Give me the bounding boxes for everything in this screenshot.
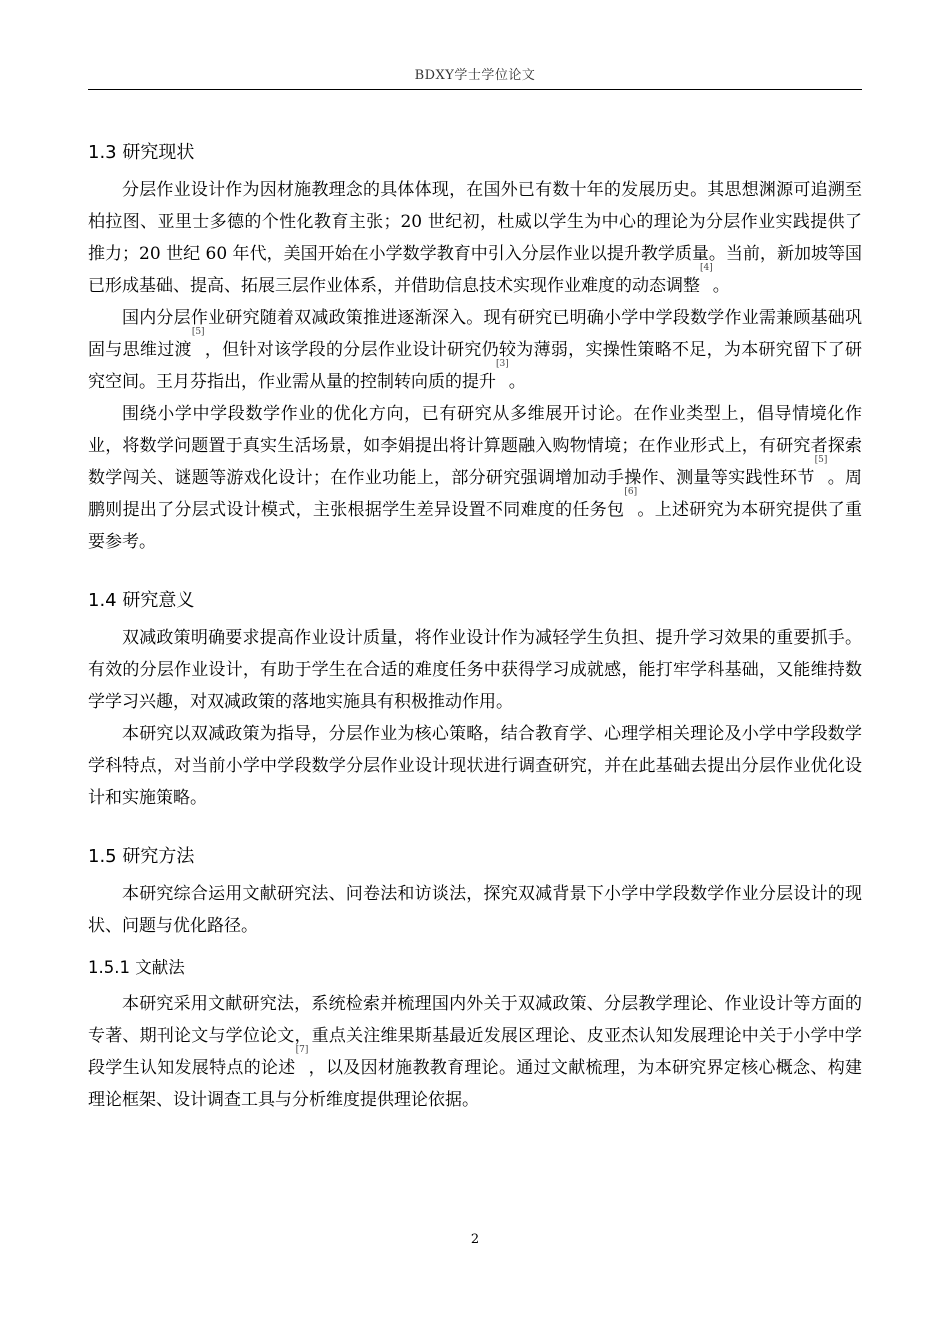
subsection-heading-1-5-1: 1.5.1 文献法 bbox=[88, 958, 185, 977]
paragraph-text: 。 bbox=[712, 276, 730, 296]
section-heading-1-3: 1.3 研究现状 bbox=[88, 142, 195, 163]
paragraph bbox=[88, 398, 862, 558]
citation: [3] bbox=[496, 359, 509, 369]
citation: [5] bbox=[191, 327, 205, 337]
page-content bbox=[88, 140, 862, 1116]
paragraph-text: 分层作业设计作为因材施教理念的具体体现，在国外已有数十年的发展历史。其思想渊源可追溯至柏拉图、亚里士多德的个性化教育主张；20 世纪初，杜威以学生为中心的理论为分层作业实践提供了推力；20 世纪 60 年代，美国开始在小学数学教育中引入分层作业以提升教学质量。当前，新加坡等国已形成基础、提高、拓展三层作业体系，并借助信息技术实现作业难度的动态调整 bbox=[88, 180, 862, 296]
citation: [7] bbox=[295, 1045, 309, 1055]
paragraph-text: 。周鹏则提出了分层式设计模式，主张根据学生差异设置不同难度的任务包 bbox=[88, 468, 863, 520]
paragraph bbox=[88, 988, 862, 1116]
paragraph-text: 。 bbox=[508, 372, 526, 392]
citation: [5] bbox=[814, 455, 828, 465]
paragraph-text: ，以及因材施教教育理论。通过文献梳理，为本研究界定核心概念、构建理论框架、设计调查工具与分析维度提供理论依据。 bbox=[88, 1058, 863, 1110]
paragraph-text: ，但针对该学段的分层作业设计研究仍较为薄弱，实操性策略不足，为本研究留下了研究空间。王月芬指出，作业需从量的控制转向质的提升 bbox=[88, 340, 863, 392]
citation: [6] bbox=[624, 487, 638, 497]
paragraph bbox=[88, 302, 862, 398]
running-header: BDXY学士学位论文 bbox=[414, 68, 536, 83]
paragraph-text: 。上述研究为本研究提供了重要参考。 bbox=[88, 500, 863, 552]
section-heading-1-5: 1.5 研究方法 bbox=[88, 846, 195, 867]
paragraph: 双减政策明确要求提高作业设计质量，将作业设计作为减轻学生负担、提升学习效果的重要抓手。有效的分层作业设计，有助于学生在合适的难度任务中获得学习成就感，能打牢学科基础，又能维持数学学习兴趣，对双减政策的落地实施具有积极推动作用。 bbox=[88, 628, 862, 712]
paragraph: 本研究综合运用文献研究法、问卷法和访谈法，探究双减背景下小学中学段数学作业分层设计的现状、问题与优化路径。 bbox=[88, 884, 862, 936]
paragraph: 本研究以双减政策为指导，分层作业为核心策略，结合教育学、心理学相关理论及小学中学段数学学科特点，对当前小学中学段数学分层作业设计现状进行调查研究，并在此基础去提出分层作业优化设计和实施策略。 bbox=[88, 724, 862, 808]
paragraph-text: 围绕小学中学段数学作业的优化方向，已有研究从多维展开讨论。在作业类型上，倡导情境化作业，将数学问题置于真实生活场景，如李娟提出将计算题融入购物情境；在作业形式上，有研究者探索数学闯关、谜题等游戏化设计；在作业功能上，部分研究强调增加动手操作、测量等实践性环节 bbox=[88, 404, 862, 488]
paragraph bbox=[88, 174, 862, 302]
paragraph-text: 国内分层作业研究随着双减政策推进逐渐深入。现有研究已明确小学中学段数学作业需兼顾基础巩固与思维过渡 bbox=[88, 308, 862, 360]
section-heading-1-4: 1.4 研究意义 bbox=[88, 590, 195, 611]
citation: [4] bbox=[700, 263, 713, 273]
header-rule bbox=[88, 89, 862, 90]
paragraph-text: 本研究采用文献研究法，系统检索并梳理国内外关于双减政策、分层教学理论、作业设计等方面的专著、期刊论文与学位论文，重点关注维果斯基最近发展区理论、皮亚杰认知发展理论中关于小学中学段学生认知发展特点的论述 bbox=[88, 994, 862, 1078]
page-number: 2 bbox=[470, 1232, 480, 1247]
